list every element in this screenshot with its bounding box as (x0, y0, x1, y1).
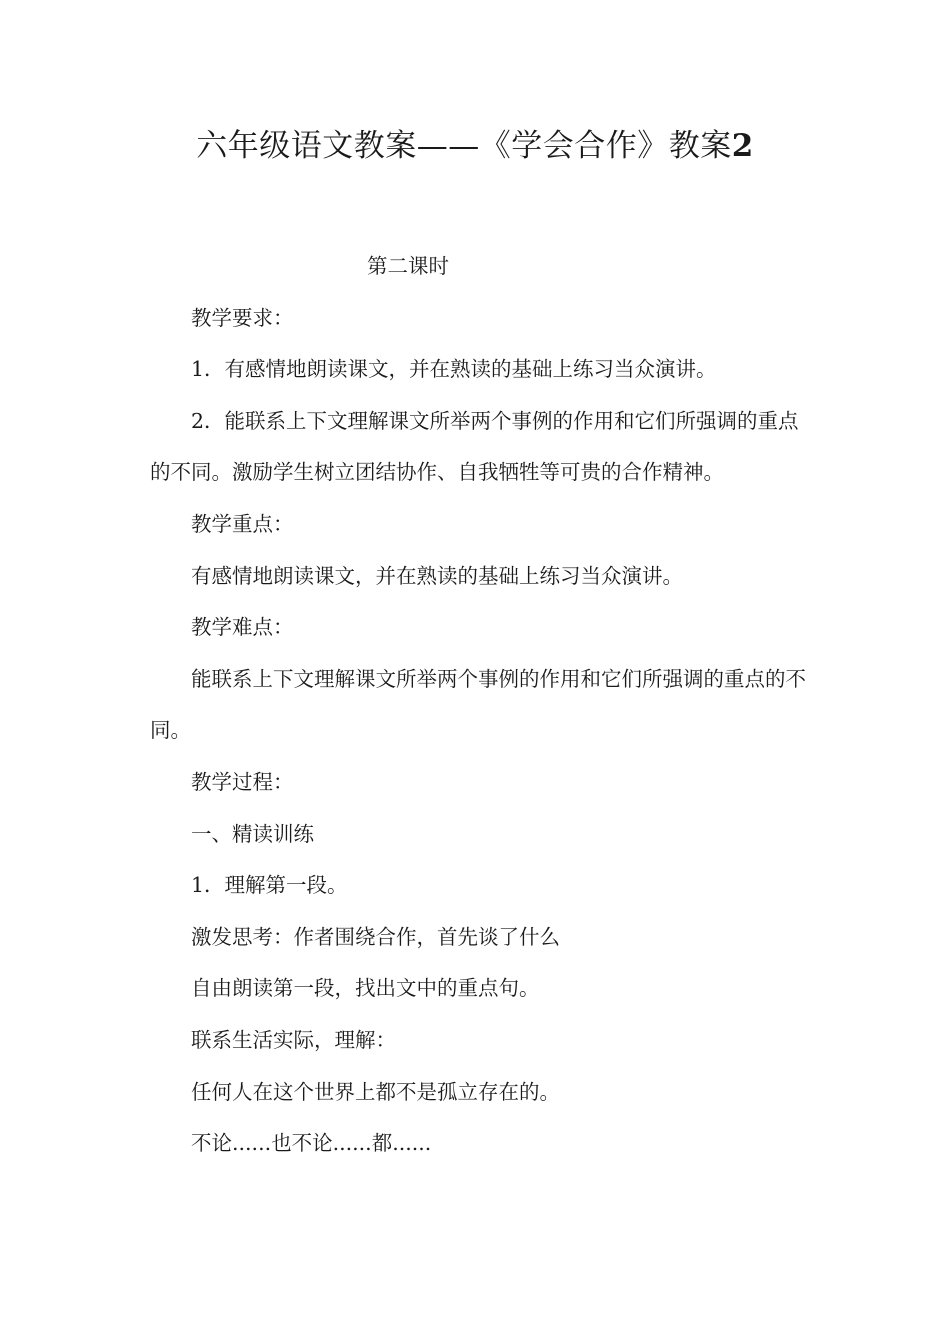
paragraph: 能联系上下文理解课文所举两个事例的作用和它们所强调的重点的不同。 (150, 666, 806, 743)
paragraph: 任何人在这个世界上都不是孤立存在的。 (191, 1079, 560, 1104)
paragraph: 联系生活实际，理解： (191, 1027, 396, 1052)
paragraph: 一、精读训练 (191, 821, 314, 846)
paragraph: 自由朗读第一段，找出文中的重点句。 (191, 976, 540, 1001)
paragraph: 教学过程： (191, 769, 294, 794)
paragraph: 教学重点： (191, 511, 294, 536)
title-number: 2 (731, 128, 754, 164)
title-text: 六年级语文教案——《学会合作》教案 (196, 128, 732, 164)
paragraph: 教学难点： (191, 615, 294, 640)
lesson-heading: 第二课时 (367, 254, 449, 278)
paragraph: 激发思考：作者围绕合作，首先谈了什么 (191, 924, 560, 949)
document-body (150, 241, 810, 1170)
paragraph: 有感情地朗读课文，并在熟读的基础上练习当众演讲。 (191, 563, 683, 588)
paragraph: 教学要求： (191, 305, 294, 330)
document-title (0, 120, 950, 172)
paragraph: 2．能联系上下文理解课文所举两个事例的作用和它们所强调的重点的不同。激励学生树立团结协作、自我牺牲等可贵的合作精神。 (150, 408, 799, 485)
paragraph: 1．有感情地朗读课文，并在熟读的基础上练习当众演讲。 (191, 357, 717, 382)
paragraph: 不论......也不论......都...... (191, 1131, 432, 1156)
paragraph: 1．理解第一段。 (191, 873, 348, 898)
